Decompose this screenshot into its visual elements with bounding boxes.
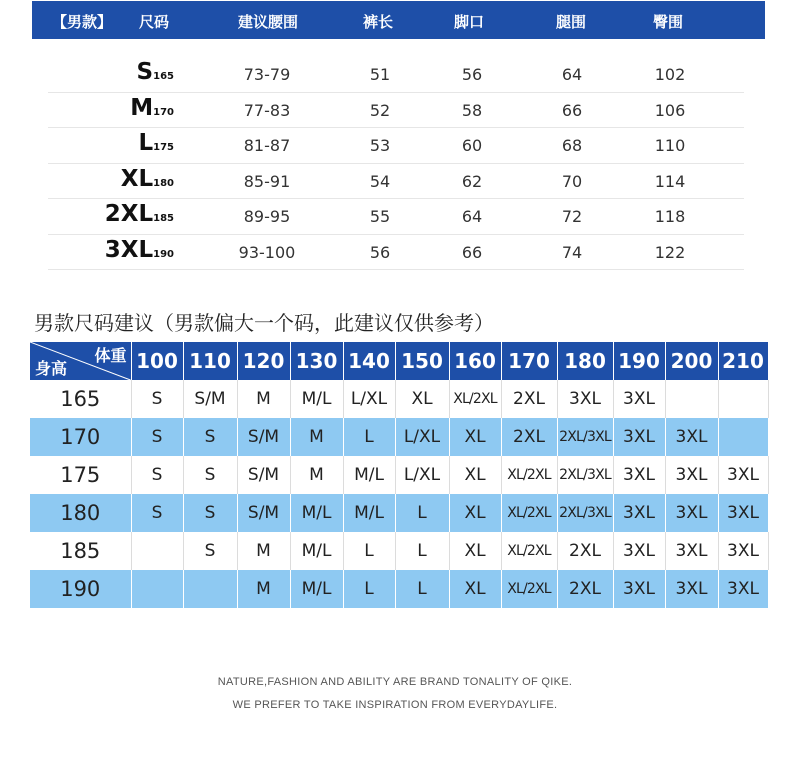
weight-header-cell: 190 [613, 342, 665, 380]
size-suggestion-cell: 3XL [665, 418, 718, 456]
size-cell-thigh: 72 [561, 207, 583, 226]
size-suggestion-cell: S [183, 418, 237, 456]
size-suggestion-cell: 3XL [665, 570, 718, 608]
header-thigh: 腿围 [555, 13, 587, 31]
height-label-cell: 180 [30, 494, 131, 532]
size-suggestion-cell: L [343, 532, 395, 570]
size-suggestion-cell: L [343, 418, 395, 456]
size-suggestion-cell [718, 418, 768, 456]
size-suggestion-cell: M/L [290, 570, 343, 608]
height-label-cell: 185 [30, 532, 131, 570]
size-suggestion-cell: M [290, 418, 343, 456]
size-suggestion-cell: 2XL/3XL [557, 494, 613, 532]
size-height-subscript: 175 [153, 142, 174, 153]
recommendation-title: 男款尺码建议（男款偏大一个码，此建议仅供参考） [34, 311, 494, 335]
size-suggestion-cell: XL [449, 570, 501, 608]
size-suggestion-cell: 3XL [718, 532, 768, 570]
height-row [30, 418, 768, 456]
size-suggestion-cell: M/L [343, 456, 395, 494]
size-label [105, 201, 174, 227]
size-suggestion-cell: S [131, 494, 183, 532]
size-suggestion-cell [183, 570, 237, 608]
size-suggestion-cell: 2XL [501, 418, 557, 456]
size-label [137, 59, 174, 85]
size-suggestion-cell: S [183, 494, 237, 532]
size-cell-thigh: 64 [561, 65, 583, 84]
size-label [138, 130, 174, 156]
size-code: 2XL [104, 201, 154, 227]
height-row [30, 380, 768, 418]
height-row [30, 532, 768, 570]
size-suggestion-cell [718, 380, 768, 418]
size-row [48, 93, 744, 129]
size-cell-waist: 81-87 [243, 136, 291, 155]
corner-height-label: 身高 [35, 359, 68, 378]
size-suggestion-cell: 3XL [613, 456, 665, 494]
size-suggestion-cell: 3XL [665, 532, 718, 570]
weight-header-cell: 150 [395, 342, 449, 380]
size-suggestion-cell: XL [395, 380, 449, 418]
size-cell-length: 55 [369, 207, 391, 226]
size-suggestion-cell: XL/2XL [449, 380, 501, 418]
size-suggestion-cell: M [237, 532, 290, 570]
size-suggestion-cell: M [237, 570, 290, 608]
size-suggestion-cell: 2XL [557, 532, 613, 570]
weight-header-cell: 110 [183, 342, 237, 380]
size-cell-length: 52 [369, 100, 391, 120]
weight-header-cell: 200 [665, 342, 718, 380]
size-suggestion-cell: S [131, 380, 183, 418]
size-cell-hem: 58 [461, 100, 483, 120]
size-suggestion-cell: 2XL/3XL [557, 456, 613, 494]
size-suggestion-cell: 2XL/3XL [557, 418, 613, 456]
size-cell-hip: 102 [654, 65, 686, 84]
header-hem: 脚口 [453, 13, 485, 31]
size-suggestion-cell: L/XL [343, 380, 395, 418]
corner-weight-label: 体重 [94, 346, 127, 365]
size-suggestion-cell: M/L [290, 494, 343, 532]
size-height-subscript: 180 [153, 177, 174, 189]
height-label-cell: 175 [30, 456, 131, 494]
size-cell-hip: 122 [654, 242, 686, 262]
size-cell-waist: 77-83 [243, 100, 291, 120]
size-height-subscript: 165 [153, 71, 174, 82]
size-suggestion-cell [665, 380, 718, 418]
weight-header-cell: 140 [343, 342, 395, 380]
height-row [30, 570, 768, 608]
size-suggestion-cell: S/M [237, 494, 290, 532]
size-suggestion-cell: S/M [183, 380, 237, 418]
size-recommendation-table [30, 342, 769, 608]
size-cell-hem: 60 [461, 136, 483, 155]
size-suggestion-cell: L/XL [395, 456, 449, 494]
size-suggestion-cell: 3XL [613, 532, 665, 570]
size-row [48, 164, 744, 200]
size-suggestion-cell: 3XL [718, 456, 768, 494]
size-suggestion-cell: 3XL [613, 380, 665, 418]
size-code: S [136, 59, 154, 85]
header-gender: 【男款】 [51, 13, 113, 31]
size-suggestion-cell: XL/2XL [501, 532, 557, 570]
size-cell-length: 53 [369, 136, 391, 155]
size-suggestion-cell: 3XL [665, 456, 718, 494]
size-suggestion-cell: L [395, 532, 449, 570]
size-cell-waist: 73-79 [243, 65, 291, 84]
size-cell-waist: 89-95 [243, 207, 291, 226]
size-suggestion-cell: XL/2XL [501, 570, 557, 608]
size-suggestion-cell: M/L [290, 380, 343, 418]
size-code: XL [120, 165, 154, 192]
size-code: 3XL [104, 236, 154, 263]
corner-cell [30, 342, 131, 380]
size-cell-hip: 106 [654, 100, 686, 120]
header-waist: 建议腰围 [237, 13, 299, 31]
weight-header-cell: 160 [449, 342, 501, 380]
weight-header-cell: 100 [131, 342, 183, 380]
size-cell-length: 51 [369, 65, 391, 84]
size-table-body [48, 57, 744, 270]
size-suggestion-cell: 3XL [557, 380, 613, 418]
size-suggestion-cell: L [395, 570, 449, 608]
size-code: M [130, 94, 154, 121]
height-label-cell: 170 [30, 418, 131, 456]
size-suggestion-cell: S [183, 456, 237, 494]
size-label [130, 95, 174, 121]
height-label-cell: 190 [30, 570, 131, 608]
weight-header-cell: 130 [290, 342, 343, 380]
size-cell-hip: 118 [654, 207, 686, 226]
size-height-subscript: 170 [153, 106, 174, 118]
size-suggestion-cell: 2XL [501, 380, 557, 418]
size-suggestion-cell: 3XL [665, 494, 718, 532]
size-suggestion-cell: S [183, 532, 237, 570]
recommendation-body [30, 380, 768, 608]
size-code: L [138, 130, 154, 156]
size-suggestion-cell: XL [449, 532, 501, 570]
size-suggestion-cell: S [131, 418, 183, 456]
size-cell-hem: 64 [461, 207, 483, 226]
size-suggestion-cell: L [343, 570, 395, 608]
footer-tagline-2: WE PREFER TO TAKE INSPIRATION FROM EVERYDAYLIFE. [232, 699, 558, 711]
size-cell-hem: 66 [461, 242, 483, 262]
size-suggestion-cell: 3XL [613, 494, 665, 532]
size-cell-hip: 110 [654, 136, 686, 155]
size-row [48, 199, 744, 235]
size-suggestion-cell: XL/2XL [501, 494, 557, 532]
size-suggestion-cell: 3XL [718, 570, 768, 608]
size-cell-waist: 85-91 [243, 171, 291, 191]
size-suggestion-cell: 3XL [613, 570, 665, 608]
height-label-cell: 165 [30, 380, 131, 418]
header-length: 裤长 [362, 13, 394, 31]
size-suggestion-cell: S [131, 456, 183, 494]
height-row [30, 456, 768, 494]
size-cell-hem: 56 [461, 65, 483, 84]
size-cell-length: 54 [369, 171, 391, 191]
size-suggestion-cell: XL [449, 418, 501, 456]
size-table-header [32, 1, 765, 39]
weight-header-row [30, 342, 768, 380]
size-cell-thigh: 68 [561, 136, 583, 155]
size-suggestion-cell: 2XL [557, 570, 613, 608]
size-cell-hip: 114 [654, 171, 686, 191]
size-cell-hem: 62 [461, 171, 483, 191]
footer-tagline-1: NATURE,FASHION AND ABILITY ARE BRAND TONALITY OF QIKE. [217, 676, 573, 688]
size-suggestion-cell [131, 570, 183, 608]
size-row [48, 235, 744, 271]
size-suggestion-cell: M [237, 380, 290, 418]
size-suggestion-cell: S/M [237, 418, 290, 456]
size-suggestion-cell: 3XL [613, 418, 665, 456]
weight-header-cell: 120 [237, 342, 290, 380]
size-suggestion-cell: M/L [343, 494, 395, 532]
size-cell-thigh: 66 [561, 100, 583, 120]
size-suggestion-cell: S/M [237, 456, 290, 494]
height-row [30, 494, 768, 532]
size-suggestion-cell: XL [449, 456, 501, 494]
size-suggestion-cell: L/XL [395, 418, 449, 456]
size-cell-thigh: 74 [561, 242, 583, 262]
size-cell-length: 56 [369, 242, 391, 262]
size-suggestion-cell: XL/2XL [501, 456, 557, 494]
size-suggestion-cell: XL [449, 494, 501, 532]
size-height-subscript: 190 [153, 248, 174, 260]
size-suggestion-cell: 3XL [718, 494, 768, 532]
header-size: 尺码 [138, 13, 170, 31]
size-suggestion-cell: M/L [290, 532, 343, 570]
size-height-subscript: 185 [153, 213, 174, 224]
size-cell-thigh: 70 [561, 171, 583, 191]
weight-header-cell: 210 [718, 342, 768, 380]
size-suggestion-cell [131, 532, 183, 570]
header-hip: 臀围 [652, 13, 684, 31]
size-row [48, 128, 744, 164]
size-label [121, 166, 174, 192]
size-cell-waist: 93-100 [238, 242, 296, 262]
size-suggestion-cell: M [290, 456, 343, 494]
size-label [105, 237, 174, 263]
size-suggestion-cell: L [395, 494, 449, 532]
weight-header-cell: 170 [501, 342, 557, 380]
weight-header-cell: 180 [557, 342, 613, 380]
size-row [48, 57, 744, 93]
